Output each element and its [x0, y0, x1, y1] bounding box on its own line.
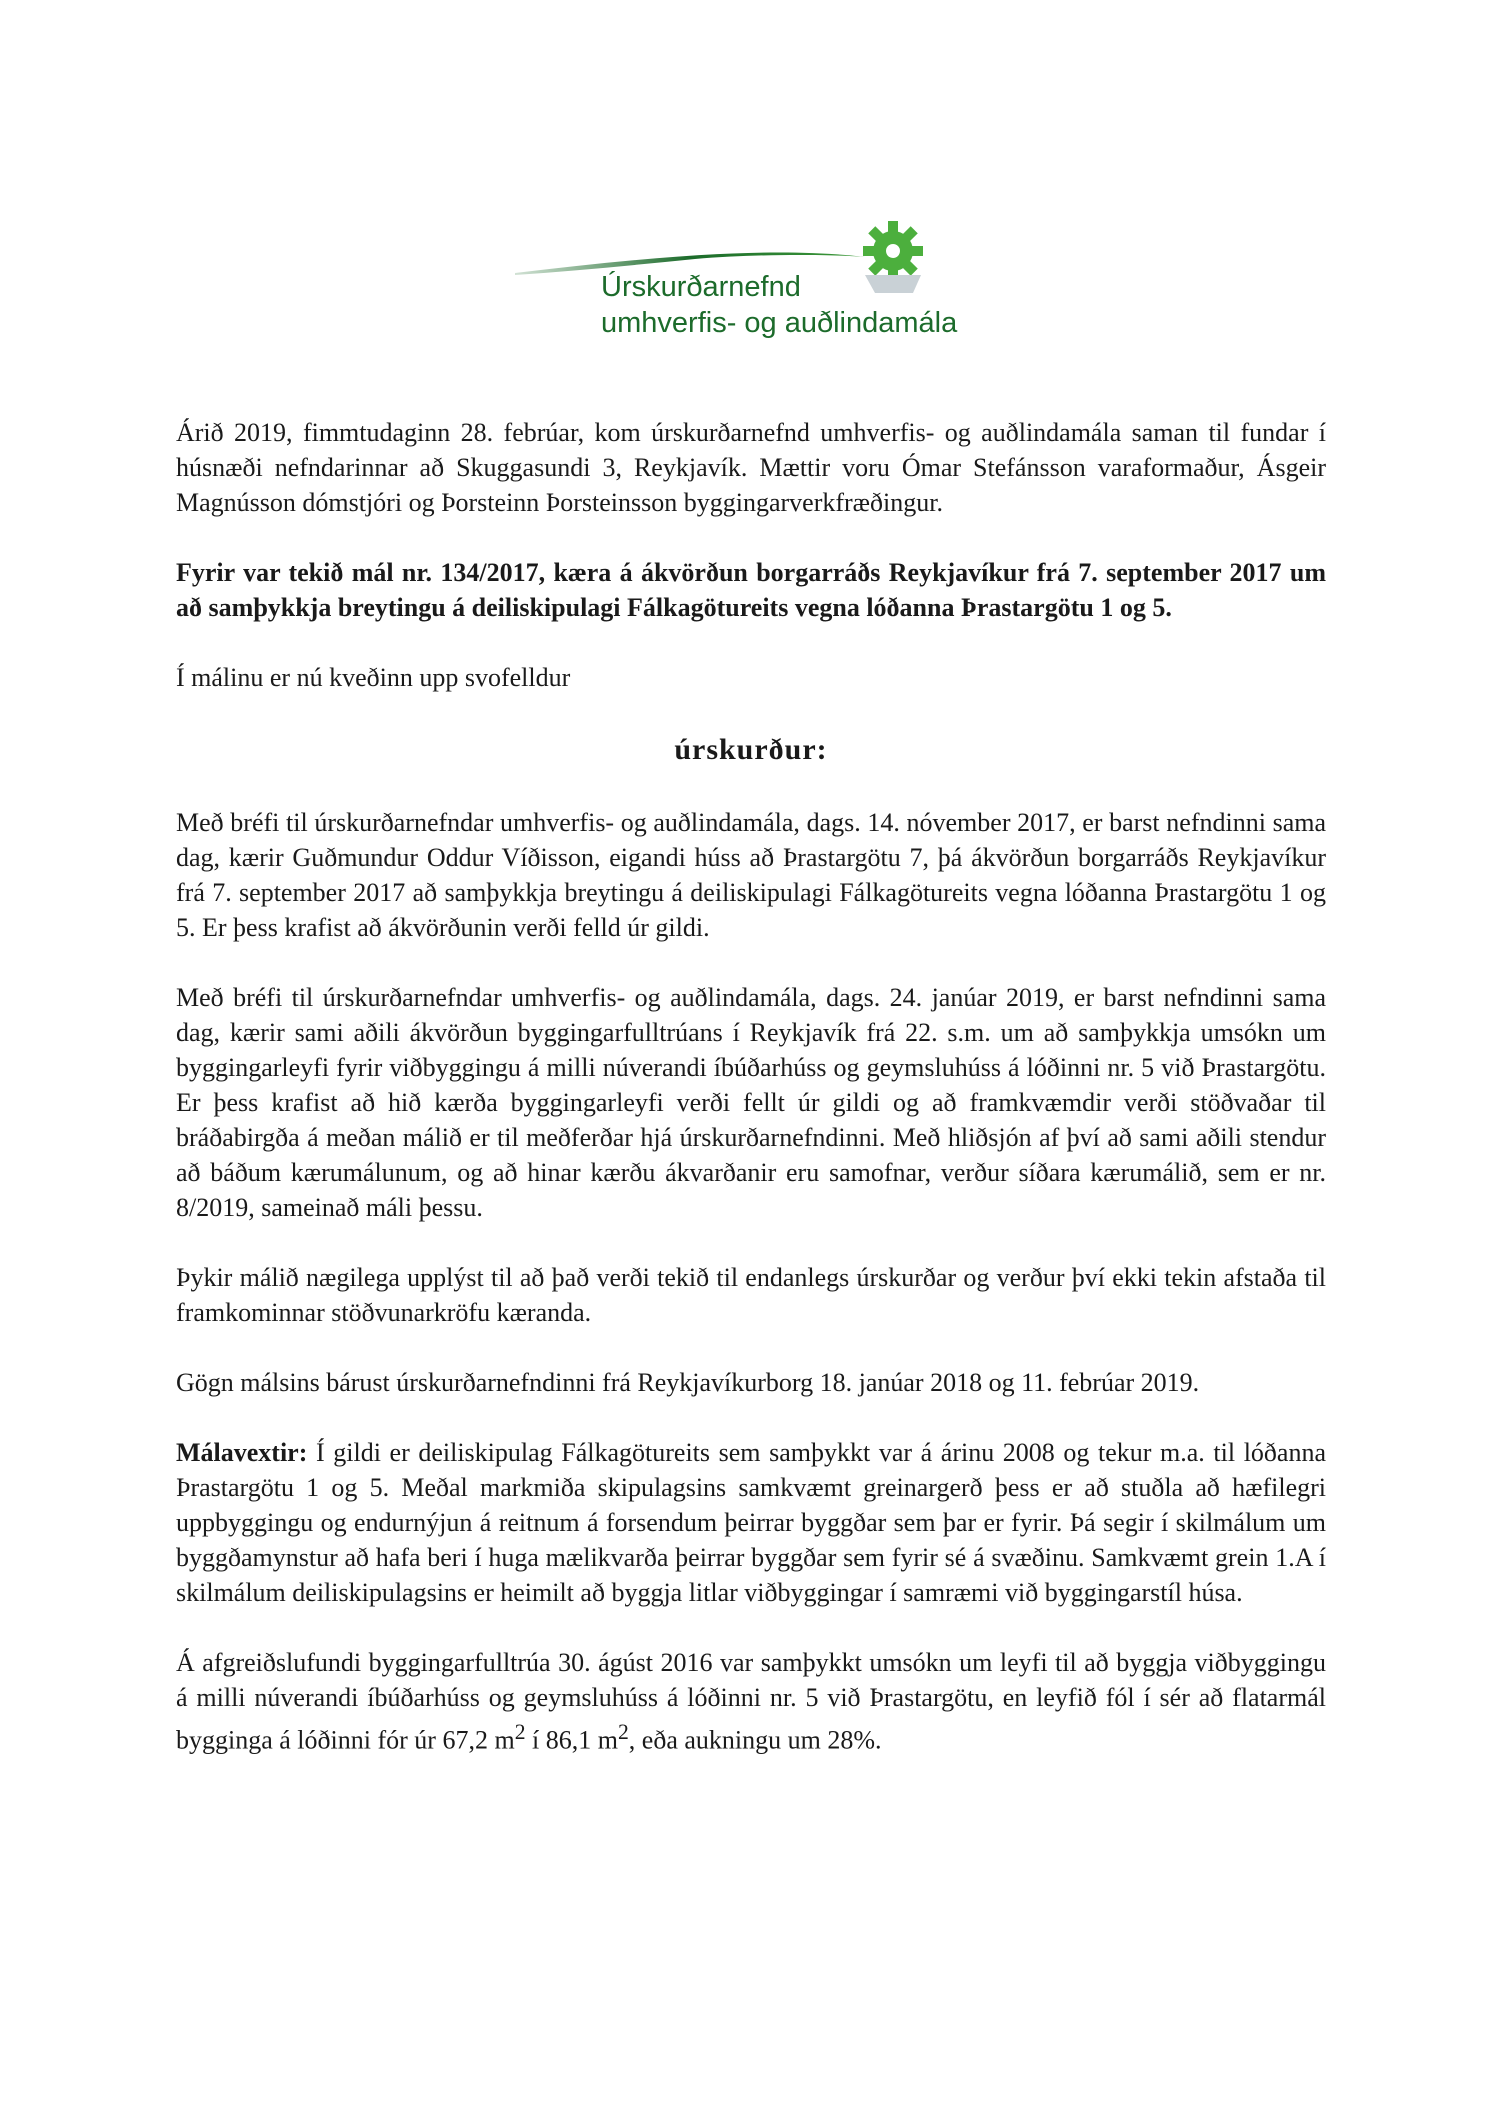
paragraph-decision: Þykir málið nægilega upplýst til að það verði tekið til endanlegs úrskurðar og verður því ekki tekin afstaða til framkominnar stöðvunarkröfu kæranda.	[176, 1263, 1326, 1327]
facts-label: Málavextir:	[176, 1438, 308, 1467]
paragraph-complaint-1: Með bréfi til úrskurðarnefndar umhverfis- og auðlindamála, dags. 14. nóvember 2017, er barst nefndinni sama dag, kærir Guðmundur Oddur Víðisson, eigandi húss að Þrastargötu 7, þá ákvörðun borgarráðs Reykjavíkur frá 7. september 2017 að samþykkja breytingu á deiliskipulagi Fálkagötureits vegna lóðanna Þrastargötu 1 og 5. Er þess krafist að ákvörðunin verði felld úr gildi.	[176, 808, 1326, 942]
document-body	[176, 415, 1326, 1793]
paragraph-facts	[176, 1435, 1326, 1610]
permit-text-a: Á afgreiðslufundi byggingarfulltrúa 30. ágúst 2016 var samþykkt umsókn um leyfi til að byggja viðbyggingu á milli núverandi íbúðarhúss og geymsluhúss á lóðinni nr. 5 við Þrastargötu, en leyfið fól í sér að flatarmál bygginga á lóðinni fór úr 67,2 m	[176, 1648, 1326, 1755]
paragraph-intro: Í málinu er nú kveðinn upp svofelldur	[176, 663, 571, 692]
superscript-2: 2	[617, 1720, 629, 1744]
paragraph-complaint-2: Með bréfi til úrskurðarnefndar umhverfis- og auðlindamála, dags. 24. janúar 2019, er barst nefndinni sama dag, kærir sami aðili ákvörðun byggingarfulltrúans í Reykjavík frá 22. s.m. um að samþykkja umsókn um byggingarleyfi fyrir viðbyggingu á milli núverandi íbúðarhúss og geymsluhúss á lóðinni nr. 5 við Þrastargötu. Er þess krafist að hið kærða byggingarleyfi verði fellt úr gildi og að framkvæmdir verði stöðvaðar til bráðabirgða á meðan málið er til meðferðar hjá úrskurðarnefndinni. Með hliðsjón af því að sami aðili stendur að báðum kærumálunum, og að hinar kærðu ákvarðanir eru samofnar, verður síðara kærumálið, sem er nr. 8/2019, sameinað máli þessu.	[176, 983, 1326, 1222]
logo-text-line2: umhverfis- og auðlindamála	[601, 307, 958, 339]
permit-text-b: í 86,1 m	[525, 1725, 618, 1755]
permit-text-c: , eða aukningu um 28%.	[628, 1725, 882, 1755]
header-logo	[515, 215, 985, 350]
superscript-1: 2	[514, 1720, 526, 1744]
logo-text-line1: Úrskurðarnefnd	[601, 271, 801, 303]
paragraph-documents: Gögn málsins bárust úrskurðarnefndinni frá Reykjavíkurborg 18. janúar 2018 og 11. febrúar 2019.	[176, 1368, 1200, 1397]
facts-text: Í gildi er deiliskipulag Fálkagötureits sem samþykkt var á árinu 2008 og tekur m.a. til lóðanna Þrastargötu 1 og 5. Meðal markmiða skipulagsins samkvæmt greinargerð þess er að stuðla að hæfilegri uppbyggingu og endurnýjun á reitnum á forsendum þeirrar byggðar sem þar er fyrir. Þá segir í skilmálum um byggðamynstur að hafa beri í huga mælikvarða þeirrar byggðar sem fyrir sé á svæðinu. Samkvæmt grein 1.A í skilmálum deiliskipulagsins er heimilt að byggja litlar viðbyggingar í samræmi við byggingarstíl húsa.	[176, 1438, 1326, 1607]
paragraph-meeting: Árið 2019, fimmtudaginn 28. febrúar, kom úrskurðarnefnd umhverfis- og auðlindamála saman til fundar í húsnæði nefndarinnar að Skuggasundi 3, Reykjavík. Mættir voru Ómar Stefánsson varaformaður, Ásgeir Magnússon dómstjóri og Þorsteinn Þorsteinsson byggingarverkfræðingur.	[176, 418, 1326, 517]
paragraph-case: Fyrir var tekið mál nr. 134/2017, kæra á ákvörðun borgarráðs Reykjavíkur frá 7. september 2017 um að samþykkja breytingu á deiliskipulagi Fálkagötureits vegna lóðanna Þrastargötu 1 og 5.	[176, 558, 1326, 622]
ruling-heading: úrskurður:	[674, 733, 828, 766]
paragraph-permit	[176, 1645, 1326, 1758]
